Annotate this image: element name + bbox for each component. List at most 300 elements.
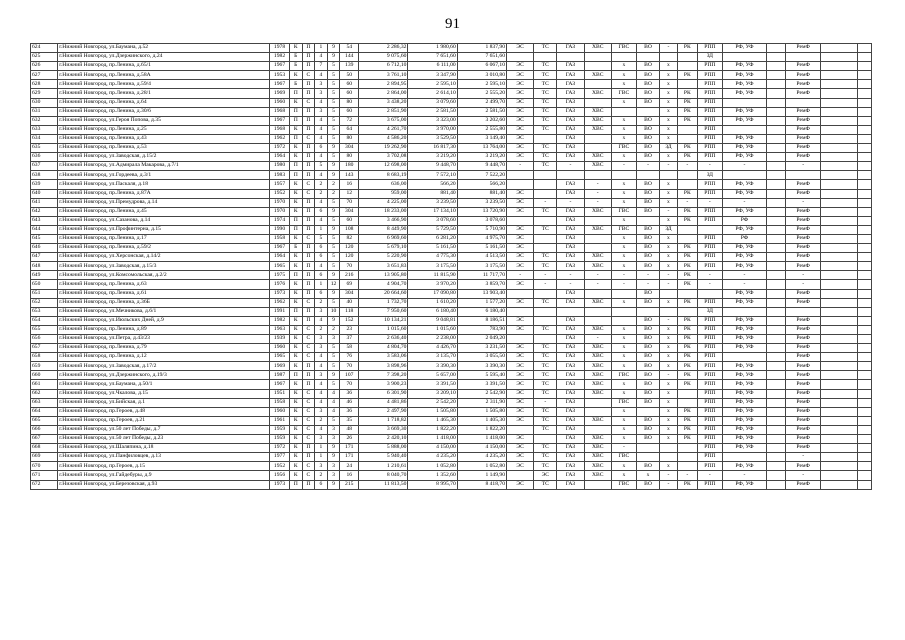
table-cell	[677, 225, 697, 234]
table-cell: -	[636, 280, 659, 289]
table-cell: г.Нижний Новгород, пр.Ленина, д.79	[58, 344, 270, 353]
table-cell: К	[289, 298, 302, 307]
table-row	[31, 289, 872, 298]
table-cell: 643	[31, 216, 58, 225]
table-cell: 4 235,20	[408, 453, 457, 462]
table-cell: 4	[315, 171, 328, 180]
table-cell: х	[660, 362, 678, 371]
table-cell	[766, 71, 785, 80]
table-cell: х	[660, 262, 678, 271]
table-cell: РК	[677, 262, 697, 271]
table-cell: 60	[340, 89, 359, 98]
table-cell: ГВС	[611, 371, 636, 380]
table-cell: 13 903,40	[457, 289, 506, 298]
table-cell	[766, 125, 785, 134]
table-cell: 1959	[270, 435, 290, 444]
table-cell: РемФ	[785, 153, 821, 162]
table-cell: г.Нижний Новгород, пр.Ленина, д.36Б	[58, 298, 270, 307]
table-cell: П	[302, 371, 315, 380]
table-cell: П	[289, 162, 302, 171]
table-cell	[766, 153, 785, 162]
table-cell: ГВС	[611, 453, 636, 462]
table-cell: х	[660, 234, 678, 243]
table-cell: К	[289, 335, 302, 344]
table-cell: 659	[31, 362, 58, 371]
table-cell: -	[584, 198, 611, 207]
table-cell	[821, 471, 858, 480]
table-cell: П	[302, 107, 315, 116]
table-cell: 7 950,60	[359, 307, 408, 316]
table-cell	[636, 307, 659, 316]
table-cell	[677, 462, 697, 471]
table-cell: К	[289, 416, 302, 425]
table-cell: г.Нижний Новгород, пр.Ленина, д.53	[58, 144, 270, 153]
table-cell: 3 390,30	[408, 362, 457, 371]
table-cell: С	[302, 344, 315, 353]
table-cell: г.Нижний Новгород, пр.Ленина, д.59/4	[58, 80, 270, 89]
table-cell	[858, 89, 872, 98]
table-cell: ЭС	[507, 416, 534, 425]
table-cell	[766, 444, 785, 453]
table-cell	[507, 471, 534, 480]
table-cell: 2 499,70	[457, 98, 506, 107]
table-cell: 5	[327, 262, 340, 271]
table-cell: К	[289, 234, 302, 243]
table-cell: ГАЗ	[557, 116, 584, 125]
table-row	[31, 425, 872, 434]
table-cell: 9 048,81	[408, 316, 457, 325]
table-cell	[858, 98, 872, 107]
table-row	[31, 453, 872, 462]
table-cell: г.Нижний Новгород, ул.50 лет Победы, д.23	[58, 435, 270, 444]
table-cell: РПП	[697, 153, 722, 162]
table-cell	[660, 444, 678, 453]
table-cell: РемФ	[785, 262, 821, 271]
table-cell: 632	[31, 116, 58, 125]
table-cell: ГАЗ	[557, 380, 584, 389]
table-cell: 3	[315, 407, 328, 416]
table-cell: ГАЗ	[557, 216, 584, 225]
table-cell: П	[302, 280, 315, 289]
table-cell: 18 233,00	[359, 207, 408, 216]
table-cell: 3	[315, 344, 328, 353]
table-cell	[821, 253, 858, 262]
table-cell: 1970	[270, 198, 290, 207]
table-cell: г.Нижний Новгород, ул.Баумана, д.50/1	[58, 380, 270, 389]
table-cell: х	[660, 216, 678, 225]
table-cell: 5	[327, 107, 340, 116]
table-cell: -	[534, 280, 557, 289]
table-cell: 4	[315, 262, 328, 271]
table-cell: 1967	[270, 116, 290, 125]
table-cell: 80	[340, 98, 359, 107]
table-cell: г.Нижний Новгород, ул.Профинтерна, д.15	[58, 225, 270, 234]
table-cell: С	[302, 180, 315, 189]
table-cell: П	[302, 253, 315, 262]
table-cell	[766, 435, 785, 444]
table-cell	[858, 44, 872, 53]
table-cell: -	[611, 162, 636, 171]
table-cell: 120	[340, 244, 359, 253]
table-cell	[584, 289, 611, 298]
table-cell: 1 418,00	[457, 435, 506, 444]
table-row	[31, 180, 872, 189]
table-cell	[821, 162, 858, 171]
table-cell: 625	[31, 53, 58, 62]
table-cell: х	[636, 471, 659, 480]
table-cell: 1982	[270, 53, 290, 62]
table-cell: 36	[340, 407, 359, 416]
table-cell	[766, 98, 785, 107]
table-cell: 304	[340, 207, 359, 216]
table-cell: 9 448,70	[408, 162, 457, 171]
table-cell: РК	[677, 116, 697, 125]
table-cell: 2	[315, 471, 328, 480]
table-cell: 4	[315, 116, 328, 125]
table-cell: ГАЗ	[557, 371, 584, 380]
table-cell: ГАЗ	[557, 62, 584, 71]
table-cell: х	[660, 298, 678, 307]
table-cell: ГАЗ	[557, 144, 584, 153]
table-cell: ХВС	[584, 471, 611, 480]
table-cell: РемФ	[785, 89, 821, 98]
table-cell: ТС	[534, 462, 557, 471]
table-cell: 3 583,06	[359, 353, 408, 362]
table-cell: 631	[31, 107, 58, 116]
table-cell: РК	[677, 98, 697, 107]
table-cell	[821, 407, 858, 416]
table-cell	[636, 407, 659, 416]
table-cell: РемФ	[785, 480, 821, 489]
table-cell	[821, 344, 858, 353]
table-cell: 9 075,60	[359, 53, 408, 62]
table-cell: ЭС	[507, 116, 534, 125]
table-cell	[821, 153, 858, 162]
table-cell	[821, 107, 858, 116]
table-cell: 1958	[270, 234, 290, 243]
table-cell: 3 219,20	[408, 153, 457, 162]
table-cell: 1 505,80	[408, 407, 457, 416]
table-cell: -	[660, 371, 678, 380]
table-cell	[677, 180, 697, 189]
table-cell: -	[584, 335, 611, 344]
table-cell: ГАЗ	[557, 398, 584, 407]
table-cell: 1 405,30	[457, 416, 506, 425]
table-cell: 658	[31, 353, 58, 362]
table-cell: 5	[327, 80, 340, 89]
table-cell: 2 864,00	[359, 89, 408, 98]
table-cell: 3	[327, 425, 340, 434]
table-cell: ТС	[534, 371, 557, 380]
table-cell: РФ, УФ	[722, 180, 766, 189]
table-cell: ТС	[534, 162, 557, 171]
table-cell: 2 311,90	[457, 398, 506, 407]
table-row	[31, 171, 872, 180]
table-cell: П	[289, 480, 302, 489]
table-cell: 4	[315, 353, 328, 362]
table-cell: ТС	[534, 144, 557, 153]
table-cell: х	[611, 80, 636, 89]
table-cell: г.Нижний Новгород, пр.Ленина, д.89	[58, 325, 270, 334]
table-cell: 54	[340, 44, 359, 53]
table-cell: -	[660, 480, 678, 489]
table-cell: 215	[340, 480, 359, 489]
table-cell: -	[785, 162, 821, 171]
table-cell	[611, 53, 636, 62]
table-cell: ТС	[534, 262, 557, 271]
table-cell	[534, 53, 557, 62]
table-cell: 2	[327, 325, 340, 334]
table-cell: 663	[31, 398, 58, 407]
table-cell: П	[289, 107, 302, 116]
table-cell: ТС	[534, 344, 557, 353]
table-cell: С	[302, 134, 315, 143]
table-cell: РФ, УФ	[722, 116, 766, 125]
table-cell: ГАЗ	[557, 407, 584, 416]
table-cell: 1 052,80	[408, 462, 457, 471]
table-cell: ТС	[534, 125, 557, 134]
table-cell: х	[611, 407, 636, 416]
table-cell: ЭС	[534, 471, 557, 480]
table-cell: ГАЗ	[557, 444, 584, 453]
table-cell: 37	[340, 335, 359, 344]
table-cell: 70	[340, 198, 359, 207]
table-cell: 60	[340, 80, 359, 89]
table-cell	[766, 198, 785, 207]
table-cell: ТС	[534, 380, 557, 389]
table-cell	[821, 89, 858, 98]
table-row	[31, 225, 872, 234]
table-cell: 655	[31, 325, 58, 334]
table-cell	[534, 244, 557, 253]
table-cell	[636, 53, 659, 62]
table-cell: ЭС	[507, 298, 534, 307]
table-cell	[507, 216, 534, 225]
table-cell	[858, 225, 872, 234]
table-cell: ГВС	[611, 398, 636, 407]
table-cell: ВО	[636, 389, 659, 398]
table-cell	[858, 453, 872, 462]
table-cell: П	[302, 53, 315, 62]
table-cell: 2 614,10	[408, 89, 457, 98]
table-cell	[766, 335, 785, 344]
table-cell: ВО	[636, 371, 659, 380]
table-cell: 17 090,80	[408, 289, 457, 298]
table-cell	[766, 462, 785, 471]
table-cell: РПП	[697, 216, 722, 225]
table-cell: ХВС	[584, 116, 611, 125]
table-cell	[766, 80, 785, 89]
table-cell: РПП	[697, 335, 722, 344]
table-cell: С	[302, 425, 315, 434]
table-cell: РПП	[697, 207, 722, 216]
table-cell: РК	[677, 380, 697, 389]
table-cell: 1972	[270, 144, 290, 153]
table-cell: ГАЗ	[557, 180, 584, 189]
table-cell	[507, 307, 534, 316]
table-cell: П	[302, 80, 315, 89]
table-cell: 7 651,60	[457, 53, 506, 62]
table-cell	[584, 134, 611, 143]
table-cell: 648	[31, 262, 58, 271]
table-cell: 5	[327, 353, 340, 362]
table-cell	[858, 262, 872, 271]
table-cell	[858, 307, 872, 316]
table-cell	[766, 253, 785, 262]
table-cell: 647	[31, 253, 58, 262]
table-cell: ТС	[534, 89, 557, 98]
table-cell: 23	[340, 325, 359, 334]
table-row	[31, 244, 872, 253]
table-cell: ТС	[534, 325, 557, 334]
table-cell: РемФ	[785, 107, 821, 116]
table-cell: РПП	[697, 325, 722, 334]
table-cell: 3 010,80	[457, 71, 506, 80]
table-cell: П	[289, 171, 302, 180]
table-cell: -	[697, 198, 722, 207]
table-cell: 2 049,20	[457, 335, 506, 344]
table-cell: г.Нижний Новгород, пр.Ленина, д.30/6	[58, 107, 270, 116]
table-cell: 8 040,70	[359, 471, 408, 480]
table-cell: 60	[340, 216, 359, 225]
table-cell: 3	[327, 462, 340, 471]
table-cell: 6	[315, 244, 328, 253]
table-cell: ХВС	[584, 298, 611, 307]
table-cell	[557, 307, 584, 316]
table-cell: 6	[315, 253, 328, 262]
table-cell: РПП	[697, 389, 722, 398]
table-cell: ЗД	[660, 225, 678, 234]
table-cell: РПП	[697, 116, 722, 125]
table-cell: ЗД	[697, 307, 722, 316]
table-cell	[821, 280, 858, 289]
table-cell	[766, 171, 785, 180]
table-cell	[821, 71, 858, 80]
table-cell	[584, 62, 611, 71]
table-cell: г.Нижний Новгород, пр.Ленина, д.64	[58, 98, 270, 107]
table-cell: К	[289, 180, 302, 189]
table-cell: 70	[340, 362, 359, 371]
table-cell	[858, 289, 872, 298]
table-cell: 6	[315, 271, 328, 280]
table-cell: ЭС	[507, 280, 534, 289]
table-cell: 20 664,60	[359, 289, 408, 298]
table-cell: К	[289, 471, 302, 480]
table-cell: ГАЗ	[557, 298, 584, 307]
table-cell: РемФ	[785, 353, 821, 362]
table-cell: К	[289, 389, 302, 398]
table-cell: РПП	[697, 435, 722, 444]
table-cell: х	[611, 62, 636, 71]
table-cell: К	[289, 407, 302, 416]
table-cell: ГАЗ	[557, 98, 584, 107]
table-cell: 3 079,60	[408, 98, 457, 107]
table-cell: ХВС	[584, 225, 611, 234]
table-cell	[534, 171, 557, 180]
table-cell: 10	[327, 307, 340, 316]
table-cell	[766, 89, 785, 98]
table-cell: х	[660, 116, 678, 125]
table-cell: П	[289, 216, 302, 225]
table-cell: 639	[31, 180, 58, 189]
table-cell: С	[302, 398, 315, 407]
table-cell: 1 837,90	[457, 44, 506, 53]
table-cell: 1967	[270, 62, 290, 71]
table-cell: 1 015,60	[359, 325, 408, 334]
table-cell: 4 586,20	[359, 134, 408, 143]
table-cell: г.Нижний Новгород, ул.Комсомольская, д.2/2	[58, 271, 270, 280]
table-cell	[584, 80, 611, 89]
table-cell: 5	[327, 125, 340, 134]
table-cell: 1959	[270, 425, 290, 434]
table-cell: -	[697, 471, 722, 480]
table-cell: 1960	[270, 344, 290, 353]
table-cell: 3 209,10	[408, 389, 457, 398]
table-cell	[557, 53, 584, 62]
table-cell: ГАЗ	[557, 189, 584, 198]
table-cell: ХВС	[584, 344, 611, 353]
table-cell: х	[611, 71, 636, 80]
table-cell: 13 905,80	[359, 271, 408, 280]
table-cell: 216	[340, 271, 359, 280]
table-cell: 642	[31, 207, 58, 216]
table-cell: 1980	[270, 162, 290, 171]
table-cell: К	[289, 125, 302, 134]
table-cell: -	[660, 44, 678, 53]
table-cell: 628	[31, 80, 58, 89]
table-cell	[584, 144, 611, 153]
table-row	[31, 444, 872, 453]
table-cell: ГАЗ	[557, 253, 584, 262]
table-cell: 1956	[270, 471, 290, 480]
table-cell	[766, 316, 785, 325]
table-cell: РемФ	[785, 134, 821, 143]
table-cell	[858, 389, 872, 398]
table-cell: х	[611, 353, 636, 362]
table-cell: -	[785, 453, 821, 462]
table-cell: 171	[340, 444, 359, 453]
table-cell: 2	[315, 298, 328, 307]
table-cell	[821, 98, 858, 107]
table-cell: х	[611, 462, 636, 471]
table-cell: 5	[327, 253, 340, 262]
table-cell: РемФ	[785, 380, 821, 389]
table-cell: 1964	[270, 153, 290, 162]
table-cell: х	[611, 435, 636, 444]
table-cell: г.Нижний Новгород, ул.Дзержинского, д.19/3	[58, 371, 270, 380]
table-cell: К	[289, 98, 302, 107]
table-cell	[766, 262, 785, 271]
table-cell	[677, 62, 697, 71]
table-cell: П	[289, 307, 302, 316]
table-cell: К	[289, 207, 302, 216]
table-cell	[821, 125, 858, 134]
table-cell	[766, 134, 785, 143]
table-cell: ЭС	[507, 462, 534, 471]
table-cell: г.Нижний Новгород, пр.Ленина, д.28/1	[58, 89, 270, 98]
table-cell: 4 426,70	[408, 344, 457, 353]
table-cell	[858, 435, 872, 444]
table-cell: х	[611, 335, 636, 344]
table-cell: -	[677, 198, 697, 207]
table-cell: П	[289, 225, 302, 234]
table-cell: ТС	[534, 98, 557, 107]
table-row	[31, 198, 872, 207]
table-cell: К	[289, 153, 302, 162]
table-cell: х	[611, 234, 636, 243]
table-cell: ВО	[636, 353, 659, 362]
table-cell: г.Нижний Новгород, пр.Ленина, д.63	[58, 280, 270, 289]
